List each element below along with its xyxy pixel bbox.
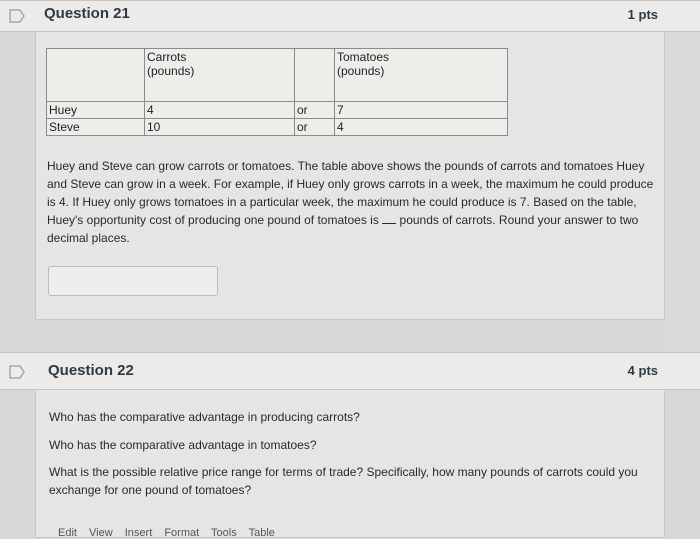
question-22-line-3: What is the possible relative price range for terms of trade? Specifically, how many pounds of carrots could you exchange for one pound of tomatoes? <box>49 465 638 497</box>
table-row: Steve 10 or 4 <box>47 119 508 136</box>
question-22-points: 4 pts <box>627 363 658 378</box>
menu-tools[interactable]: Tools <box>211 527 237 539</box>
question-21-title: Question 21 <box>44 5 130 22</box>
table-header-tomatoes: Tomatoes (pounds) <box>335 49 508 102</box>
table-header-empty <box>47 49 145 102</box>
question-22-body <box>35 390 665 538</box>
answer-input[interactable] <box>48 266 218 296</box>
question-21-header <box>0 0 700 32</box>
table-header-carrots: Carrots (pounds) <box>145 49 295 102</box>
question-22-line-2: Who has the comparative advantage in tomatoes? <box>49 438 317 452</box>
page-margin <box>665 32 700 352</box>
question-21-points: 1 pts <box>627 7 658 22</box>
menu-table[interactable]: Table <box>248 527 275 539</box>
table-row: Huey 4 or 7 <box>47 102 508 119</box>
editor-menubar <box>58 527 284 539</box>
table-header-or <box>295 49 335 102</box>
question-22-header <box>0 352 700 390</box>
menu-edit[interactable]: Edit <box>58 527 77 539</box>
menu-view[interactable]: View <box>89 527 113 539</box>
blank-placeholder <box>382 213 396 224</box>
question-22-line-1: Who has the comparative advantage in producing carrots? <box>49 410 360 424</box>
menu-format[interactable]: Format <box>164 527 200 539</box>
menu-insert[interactable]: Insert <box>124 527 153 539</box>
production-table <box>46 48 508 136</box>
question-22-title: Question 22 <box>48 362 134 379</box>
question-21-body <box>35 32 665 320</box>
question-21-text: Huey and Steve can grow carrots or tomatoes. The table above shows the pounds of carrots and tomatoes Huey and Steve can grow in a week. For example, if Huey only grows carrots in a week, the maximum he could produce is 4. If Huey only grows tomatoes in a particular week, the maximum he could produce is 7. Based on the table, Huey's opportunity cost of producing one pound of tomatoes is pounds of carrots. Round your answer to two decimal places. <box>47 159 654 245</box>
flag-icon[interactable] <box>8 8 30 24</box>
flag-icon[interactable] <box>8 364 30 380</box>
